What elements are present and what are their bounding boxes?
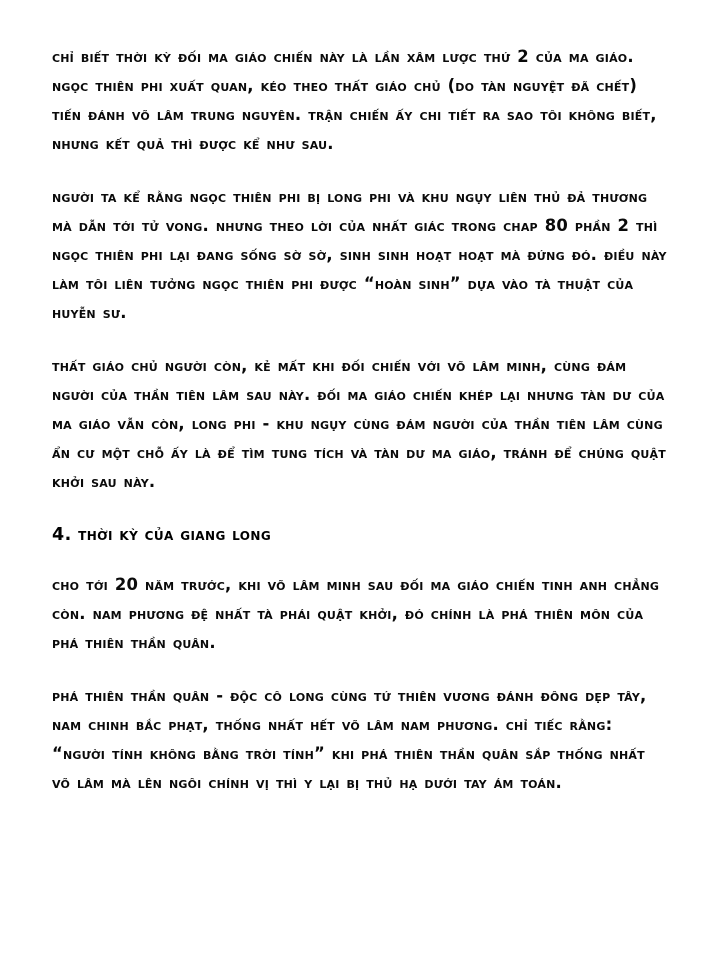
paragraph-4: cho tới 20 năm trước, khi võ lâm minh sau đối ma giáo chiến tinh anh chẳng còn. nam phương đệ nhất tà phái quật khởi, đó chính là phá thiên môn của phá thiên thần quân. — [52, 575, 660, 652]
document-body — [52, 42, 668, 797]
paragraph-2: người ta kể rằng ngọc thiên phi bị long phi và khu ngụy liên thủ đả thương mà dẫn tới tử vong. nhưng theo lời của nhất giác trong chap 80 phần 2 thì ngọc thiên phi lại đang sống sờ sờ, sinh sinh hoạt hoạt mà đứng đó. điều này làm tôi liên tưởng ngọc thiên phi được “hoàn sinh” dựa vào tà thuật của huyễn sư. — [52, 187, 667, 322]
section-heading-4: 4. thời kỳ của giang long — [52, 525, 272, 545]
paragraph-5: phá thiên thần quân - độc cô long cùng tứ thiên vương đánh đông dẹp tây, nam chinh bắc phạt, thống nhất hết võ lâm nam phương. chỉ tiếc rằng: “người tính không bằng trời tính” khi phá thiên thần quân sắp thống nhất võ lâm mà lên ngôi chính vị thì y lại bị thủ hạ dưới tay ám toán. — [52, 686, 647, 792]
paragraph-1: chỉ biết thời kỳ đối ma giáo chiến này là lần xâm lược thứ 2 của ma giáo. ngọc thiên phi xuất quan, kéo theo thất giáo chủ (do tàn nguyệt đã chết) tiến đánh võ lâm trung nguyên. trận chiến ấy chi tiết ra sao tôi không biết, nhưng kết quả thì được kể như sau. — [52, 47, 657, 153]
paragraph-3: thất giáo chủ người còn, kẻ mất khi đối chiến với võ lâm minh, cùng đám người của thần tiên lâm sau này. đối ma giáo chiến khép lại nhưng tàn dư của ma giáo vẫn còn, long phi - khu ngụy cùng đám người của thần tiên lâm cùng ẩn cư một chỗ ấy là để tìm tung tích và tàn dư ma giáo, tránh để chúng quật khởi sau này. — [52, 356, 666, 491]
